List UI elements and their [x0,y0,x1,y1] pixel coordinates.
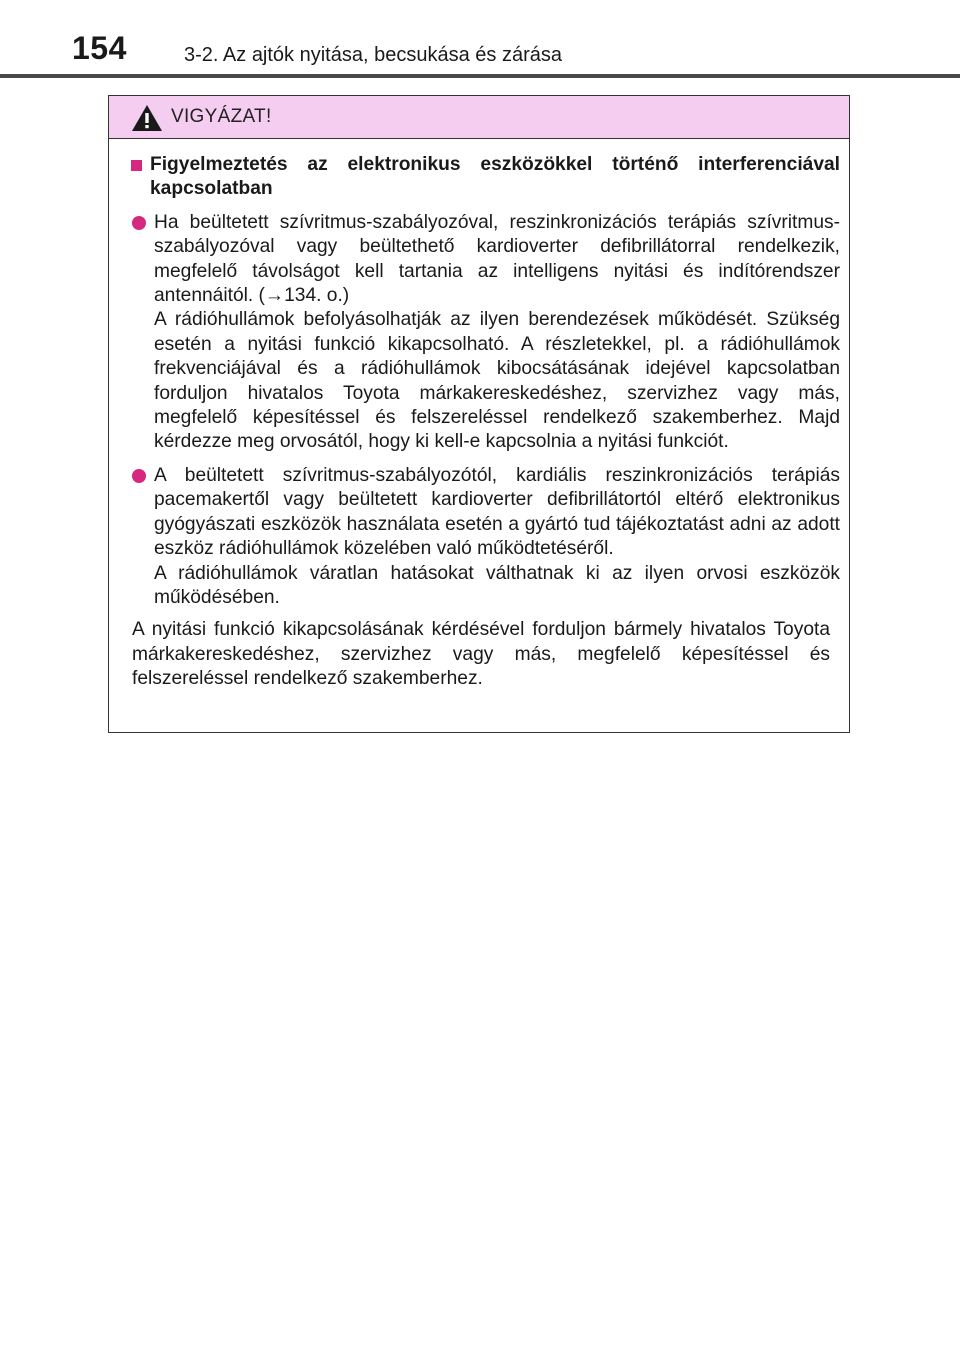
caution-box [108,95,850,733]
warning-triangle-icon [131,104,163,132]
header-divider [0,74,960,78]
closing-paragraph: A nyitási funkció kikapcsolásának kérdésével forduljon bármely hivatalos Toyota márkakereskedéshez, szervizhez vagy más, megfelelő képesítéssel és felszereléssel rendelkező szakemberhez. [132,619,830,690]
section-title: 3-2. Az ajtók nyitása, becsukása és zárása [184,44,562,66]
caution-label: VIGYÁZAT! [171,106,272,127]
topic-heading [131,153,840,202]
page-number: 154 [72,30,127,66]
caution-header [109,96,849,139]
round-bullet-icon [132,469,146,483]
square-bullet-icon [131,160,142,171]
paragraph: A rádióhullámok befolyásolhatják az ilyen berendezések működését. Szükség esetén a nyitási funkció kikapcsolható. A részletekkel, pl. a rádióhullámok frekvenciájával és a rádióhullámok kibocsátásának idejével kapcsolatban forduljon hivatalos Toyota márkakereskedéshez, szervizhez vagy más, megfelelő képesítéssel és felszereléssel rendelkező szakemberhez. Majd kérdezze meg orvosától, hogy ki kell-e kapcsolnia a nyitási funkciót. [154,309,840,453]
round-bullet-icon [132,216,146,230]
bullet-item [131,211,840,455]
bullet-item [131,464,840,610]
paragraph: A rádióhullámok váratlan hatásokat válthatnak ki az ilyen orvosi eszközök működésében. [154,562,840,608]
paragraph: A beültetett szívritmus-szabályozótól, kardiális reszinkronizációs terápiás pacemakertől vagy beültetett kardioverter defibrillátortól eltérő elektronikus gyógyászati eszközök használata esetén a gyártó tud tájékoztatást adni az adott eszköz rádióhullámok közelében való működtetéséről. [154,464,840,560]
bullet-text [154,211,840,455]
bullet-text [154,464,840,610]
paragraph: Ha beültetett szívritmus-szabályozóval, reszinkronizációs terápiás szívritmus-szabályozóval vagy beültethető kardioverter defibrillátorral rendelkezik, megfelelő távolságot kell tartania az intelligens nyitási és indítórendszer antennáitól. (→134. o.) [154,211,840,307]
topic-title: Figyelmeztetés az elektronikus eszközökkel történő interferenciával kapcsolatban [150,154,840,200]
page-header [0,0,960,80]
caution-body [109,139,849,692]
